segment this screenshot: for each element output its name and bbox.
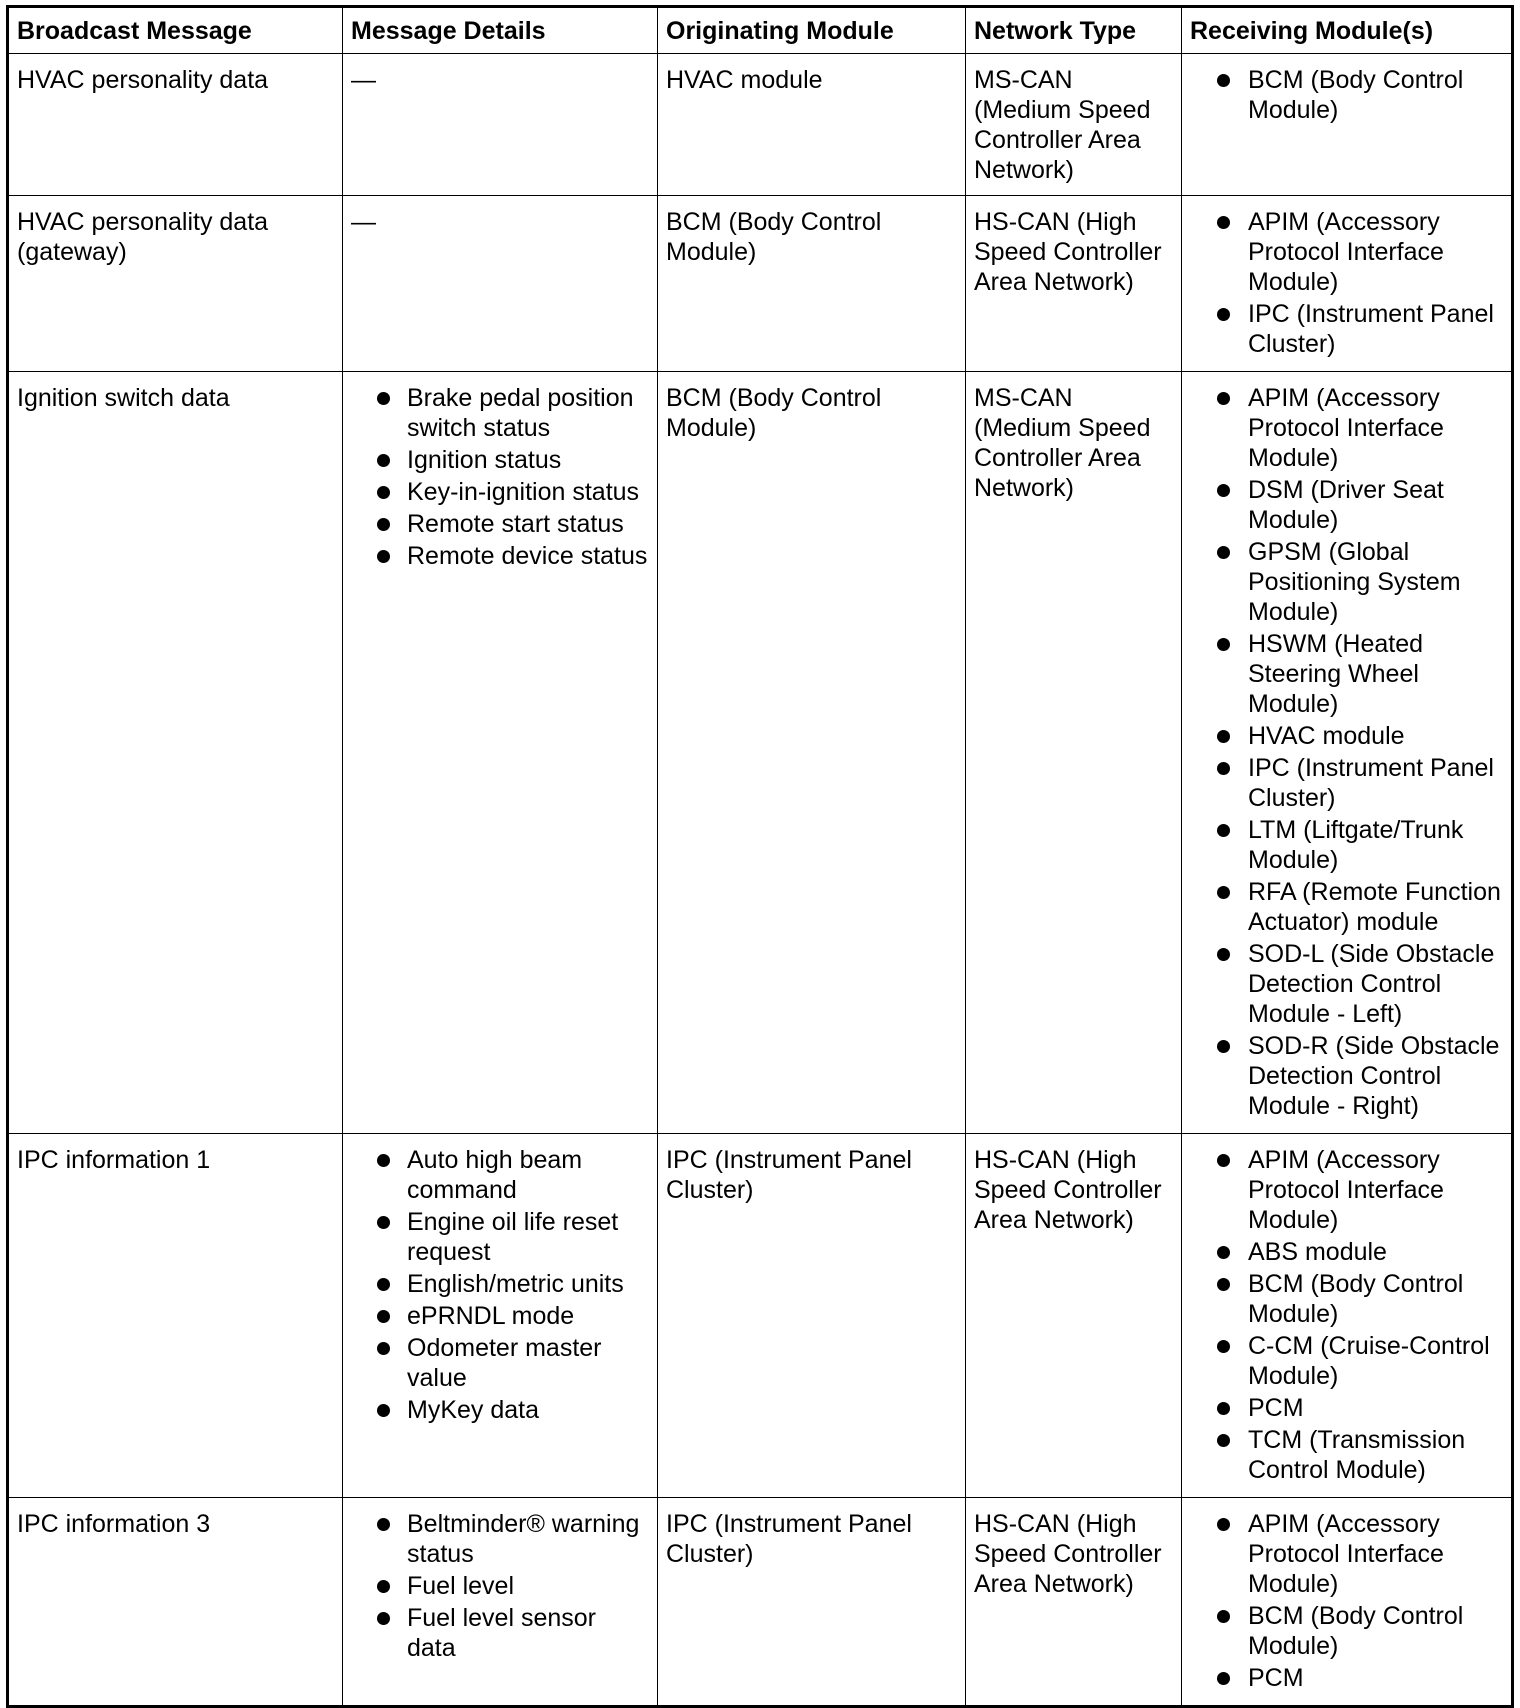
broadcast-message-cell: IPC information 3 (8, 1498, 343, 1707)
header-row (8, 7, 1513, 54)
list-item (1190, 1663, 1503, 1693)
list-item (1190, 721, 1503, 751)
list-item-text: RFA (Remote Function Actuator) module (1248, 878, 1501, 936)
list-item (351, 1571, 649, 1601)
bullet-icon (377, 1216, 390, 1229)
receiving-modules-list (1190, 1509, 1503, 1693)
broadcast-message-cell: Ignition switch data (8, 372, 343, 1134)
header-receiving-modules: Receiving Module(s) (1182, 7, 1513, 54)
bullet-icon (377, 1154, 390, 1167)
bullet-icon (1217, 762, 1230, 775)
list-item (351, 1145, 649, 1205)
originating-module-cell: HVAC module (658, 54, 966, 196)
bullet-icon (1217, 308, 1230, 321)
receiving-modules-list (1190, 65, 1503, 125)
table-row (8, 196, 1513, 372)
list-item (1190, 537, 1503, 627)
bullet-icon (377, 1278, 390, 1291)
message-details-list (351, 383, 649, 571)
list-item (1190, 383, 1503, 473)
list-item-text: TCM (Transmission Control Module) (1248, 1426, 1466, 1484)
originating-module-cell: IPC (Instrument Panel Cluster) (658, 1498, 966, 1707)
bullet-icon (1217, 74, 1230, 87)
list-item (1190, 815, 1503, 875)
network-type-cell: MS-CAN (Medium Speed Controller Area Network) (966, 54, 1182, 196)
bullet-icon (377, 518, 390, 531)
list-item (351, 1395, 649, 1425)
originating-module-cell: IPC (Instrument Panel Cluster) (658, 1134, 966, 1498)
list-item-text: BCM (Body Control Module) (1248, 1270, 1464, 1328)
list-item (351, 1603, 649, 1663)
list-item (1190, 1031, 1503, 1121)
receiving-modules-list (1190, 1145, 1503, 1485)
list-item-text: Remote start status (407, 510, 624, 538)
bullet-icon (1217, 1434, 1230, 1447)
receiving-modules-cell (1182, 1498, 1513, 1707)
message-details-cell (343, 372, 658, 1134)
list-item-text: Auto high beam command (407, 1146, 583, 1204)
message-details-list (351, 1509, 649, 1663)
header-broadcast-message: Broadcast Message (8, 7, 343, 54)
network-type-cell: HS-CAN (High Speed Controller Area Network) (966, 196, 1182, 372)
bullet-icon (1217, 948, 1230, 961)
receiving-modules-cell (1182, 196, 1513, 372)
list-item-text: DSM (Driver Seat Module) (1248, 476, 1444, 534)
bullet-icon (377, 1580, 390, 1593)
list-item-text: SOD-R (Side Obstacle Detection Control Module - Right) (1248, 1032, 1500, 1120)
bullet-icon (1217, 1278, 1230, 1291)
bullet-icon (377, 1310, 390, 1323)
broadcast-message-cell: HVAC personality data (8, 54, 343, 196)
network-type-cell: MS-CAN (Medium Speed Controller Area Network) (966, 372, 1182, 1134)
bullet-icon (1217, 1672, 1230, 1685)
bullet-icon (1217, 392, 1230, 405)
bullet-icon (1217, 216, 1230, 229)
bullet-icon (1217, 1340, 1230, 1353)
message-details-cell (343, 196, 658, 372)
empty-dash: — (351, 208, 376, 236)
list-item-text: Remote device status (407, 542, 648, 570)
bullet-icon (1217, 1040, 1230, 1053)
table-row (8, 372, 1513, 1134)
broadcast-message-cell: IPC information 1 (8, 1134, 343, 1498)
network-type-cell: HS-CAN (High Speed Controller Area Network) (966, 1134, 1182, 1498)
list-item-text: Odometer master value (407, 1334, 602, 1392)
list-item (351, 445, 649, 475)
network-type-cell: HS-CAN (High Speed Controller Area Network) (966, 1498, 1182, 1707)
list-item (1190, 1509, 1503, 1599)
list-item-text: Ignition status (407, 446, 562, 474)
bullet-icon (1217, 484, 1230, 497)
list-item (351, 1207, 649, 1267)
list-item-text: English/metric units (407, 1270, 624, 1298)
receiving-modules-cell (1182, 54, 1513, 196)
list-item-text: SOD-L (Side Obstacle Detection Control Module - Left) (1248, 940, 1495, 1028)
list-item-text: GPSM (Global Positioning System Module) (1248, 538, 1461, 626)
list-item-text: HSWM (Heated Steering Wheel Module) (1248, 630, 1424, 718)
list-item (1190, 1269, 1503, 1329)
list-item-text: HVAC module (1248, 722, 1405, 750)
bullet-icon (1217, 638, 1230, 651)
bullet-icon (1217, 730, 1230, 743)
bullet-icon (1217, 1402, 1230, 1415)
receiving-modules-list (1190, 207, 1503, 359)
header-message-details: Message Details (343, 7, 658, 54)
bullet-icon (377, 486, 390, 499)
message-details-cell (343, 1134, 658, 1498)
list-item-text: Beltminder® warning status (407, 1510, 640, 1568)
list-item (1190, 1425, 1503, 1485)
list-item-text: APIM (Accessory Protocol Interface Module) (1248, 384, 1444, 472)
bullet-icon (1217, 1610, 1230, 1623)
list-item (1190, 1331, 1503, 1391)
table-row (8, 1134, 1513, 1498)
table-row (8, 54, 1513, 196)
bullet-icon (377, 1404, 390, 1417)
list-item (1190, 1237, 1503, 1267)
list-item-text: Brake pedal position switch status (407, 384, 634, 442)
list-item (351, 477, 649, 507)
list-item (1190, 65, 1503, 125)
originating-module-cell: BCM (Body Control Module) (658, 196, 966, 372)
list-item (1190, 299, 1503, 359)
list-item-text: BCM (Body Control Module) (1248, 1602, 1464, 1660)
list-item-text: APIM (Accessory Protocol Interface Module) (1248, 1146, 1444, 1234)
list-item-text: IPC (Instrument Panel Cluster) (1248, 300, 1494, 358)
message-details-list (351, 1145, 649, 1425)
list-item (1190, 629, 1503, 719)
list-item (1190, 939, 1503, 1029)
list-item (1190, 877, 1503, 937)
receiving-modules-list (1190, 383, 1503, 1121)
table-row (8, 1498, 1513, 1707)
list-item (1190, 1601, 1503, 1661)
message-details-cell (343, 54, 658, 196)
list-item-text: APIM (Accessory Protocol Interface Module) (1248, 1510, 1444, 1598)
list-item (1190, 475, 1503, 535)
list-item-text: MyKey data (407, 1396, 540, 1424)
bullet-icon (377, 454, 390, 467)
list-item (1190, 207, 1503, 297)
receiving-modules-cell (1182, 372, 1513, 1134)
list-item-text: APIM (Accessory Protocol Interface Module) (1248, 208, 1444, 296)
list-item (1190, 1393, 1503, 1423)
list-item-text: BCM (Body Control Module) (1248, 66, 1464, 124)
list-item (351, 1333, 649, 1393)
bullet-icon (1217, 886, 1230, 899)
list-item-text: Key-in-ignition status (407, 478, 640, 506)
list-item-text: ePRNDL mode (407, 1302, 575, 1330)
broadcast-message-table (6, 5, 1514, 1708)
list-item (351, 383, 649, 443)
list-item (1190, 753, 1503, 813)
bullet-icon (1217, 1246, 1230, 1259)
header-originating-module: Originating Module (658, 7, 966, 54)
bullet-icon (1217, 1154, 1230, 1167)
list-item-text: Engine oil life reset request (407, 1208, 619, 1266)
bullet-icon (377, 1518, 390, 1531)
header-network-type: Network Type (966, 7, 1182, 54)
list-item-text: IPC (Instrument Panel Cluster) (1248, 754, 1494, 812)
bullet-icon (1217, 824, 1230, 837)
list-item-text: PCM (1248, 1664, 1304, 1692)
message-details-cell (343, 1498, 658, 1707)
list-item (351, 1269, 649, 1299)
list-item (1190, 1145, 1503, 1235)
empty-dash: — (351, 66, 376, 94)
bullet-icon (377, 392, 390, 405)
list-item-text: LTM (Liftgate/Trunk Module) (1248, 816, 1464, 874)
list-item-text: PCM (1248, 1394, 1304, 1422)
list-item-text: C-CM (Cruise-Control Module) (1248, 1332, 1490, 1390)
bullet-icon (1217, 1518, 1230, 1531)
bullet-icon (1217, 546, 1230, 559)
originating-module-cell: BCM (Body Control Module) (658, 372, 966, 1134)
bullet-icon (377, 1342, 390, 1355)
bullet-icon (377, 1612, 390, 1625)
table-body (8, 54, 1513, 1707)
bullet-icon (377, 550, 390, 563)
list-item (351, 509, 649, 539)
list-item-text: ABS module (1248, 1238, 1387, 1266)
list-item (351, 1301, 649, 1331)
list-item (351, 1509, 649, 1569)
list-item (351, 541, 649, 571)
broadcast-message-cell: HVAC personality data (gateway) (8, 196, 343, 372)
receiving-modules-cell (1182, 1134, 1513, 1498)
list-item-text: Fuel level sensor data (407, 1604, 596, 1662)
list-item-text: Fuel level (407, 1572, 514, 1600)
